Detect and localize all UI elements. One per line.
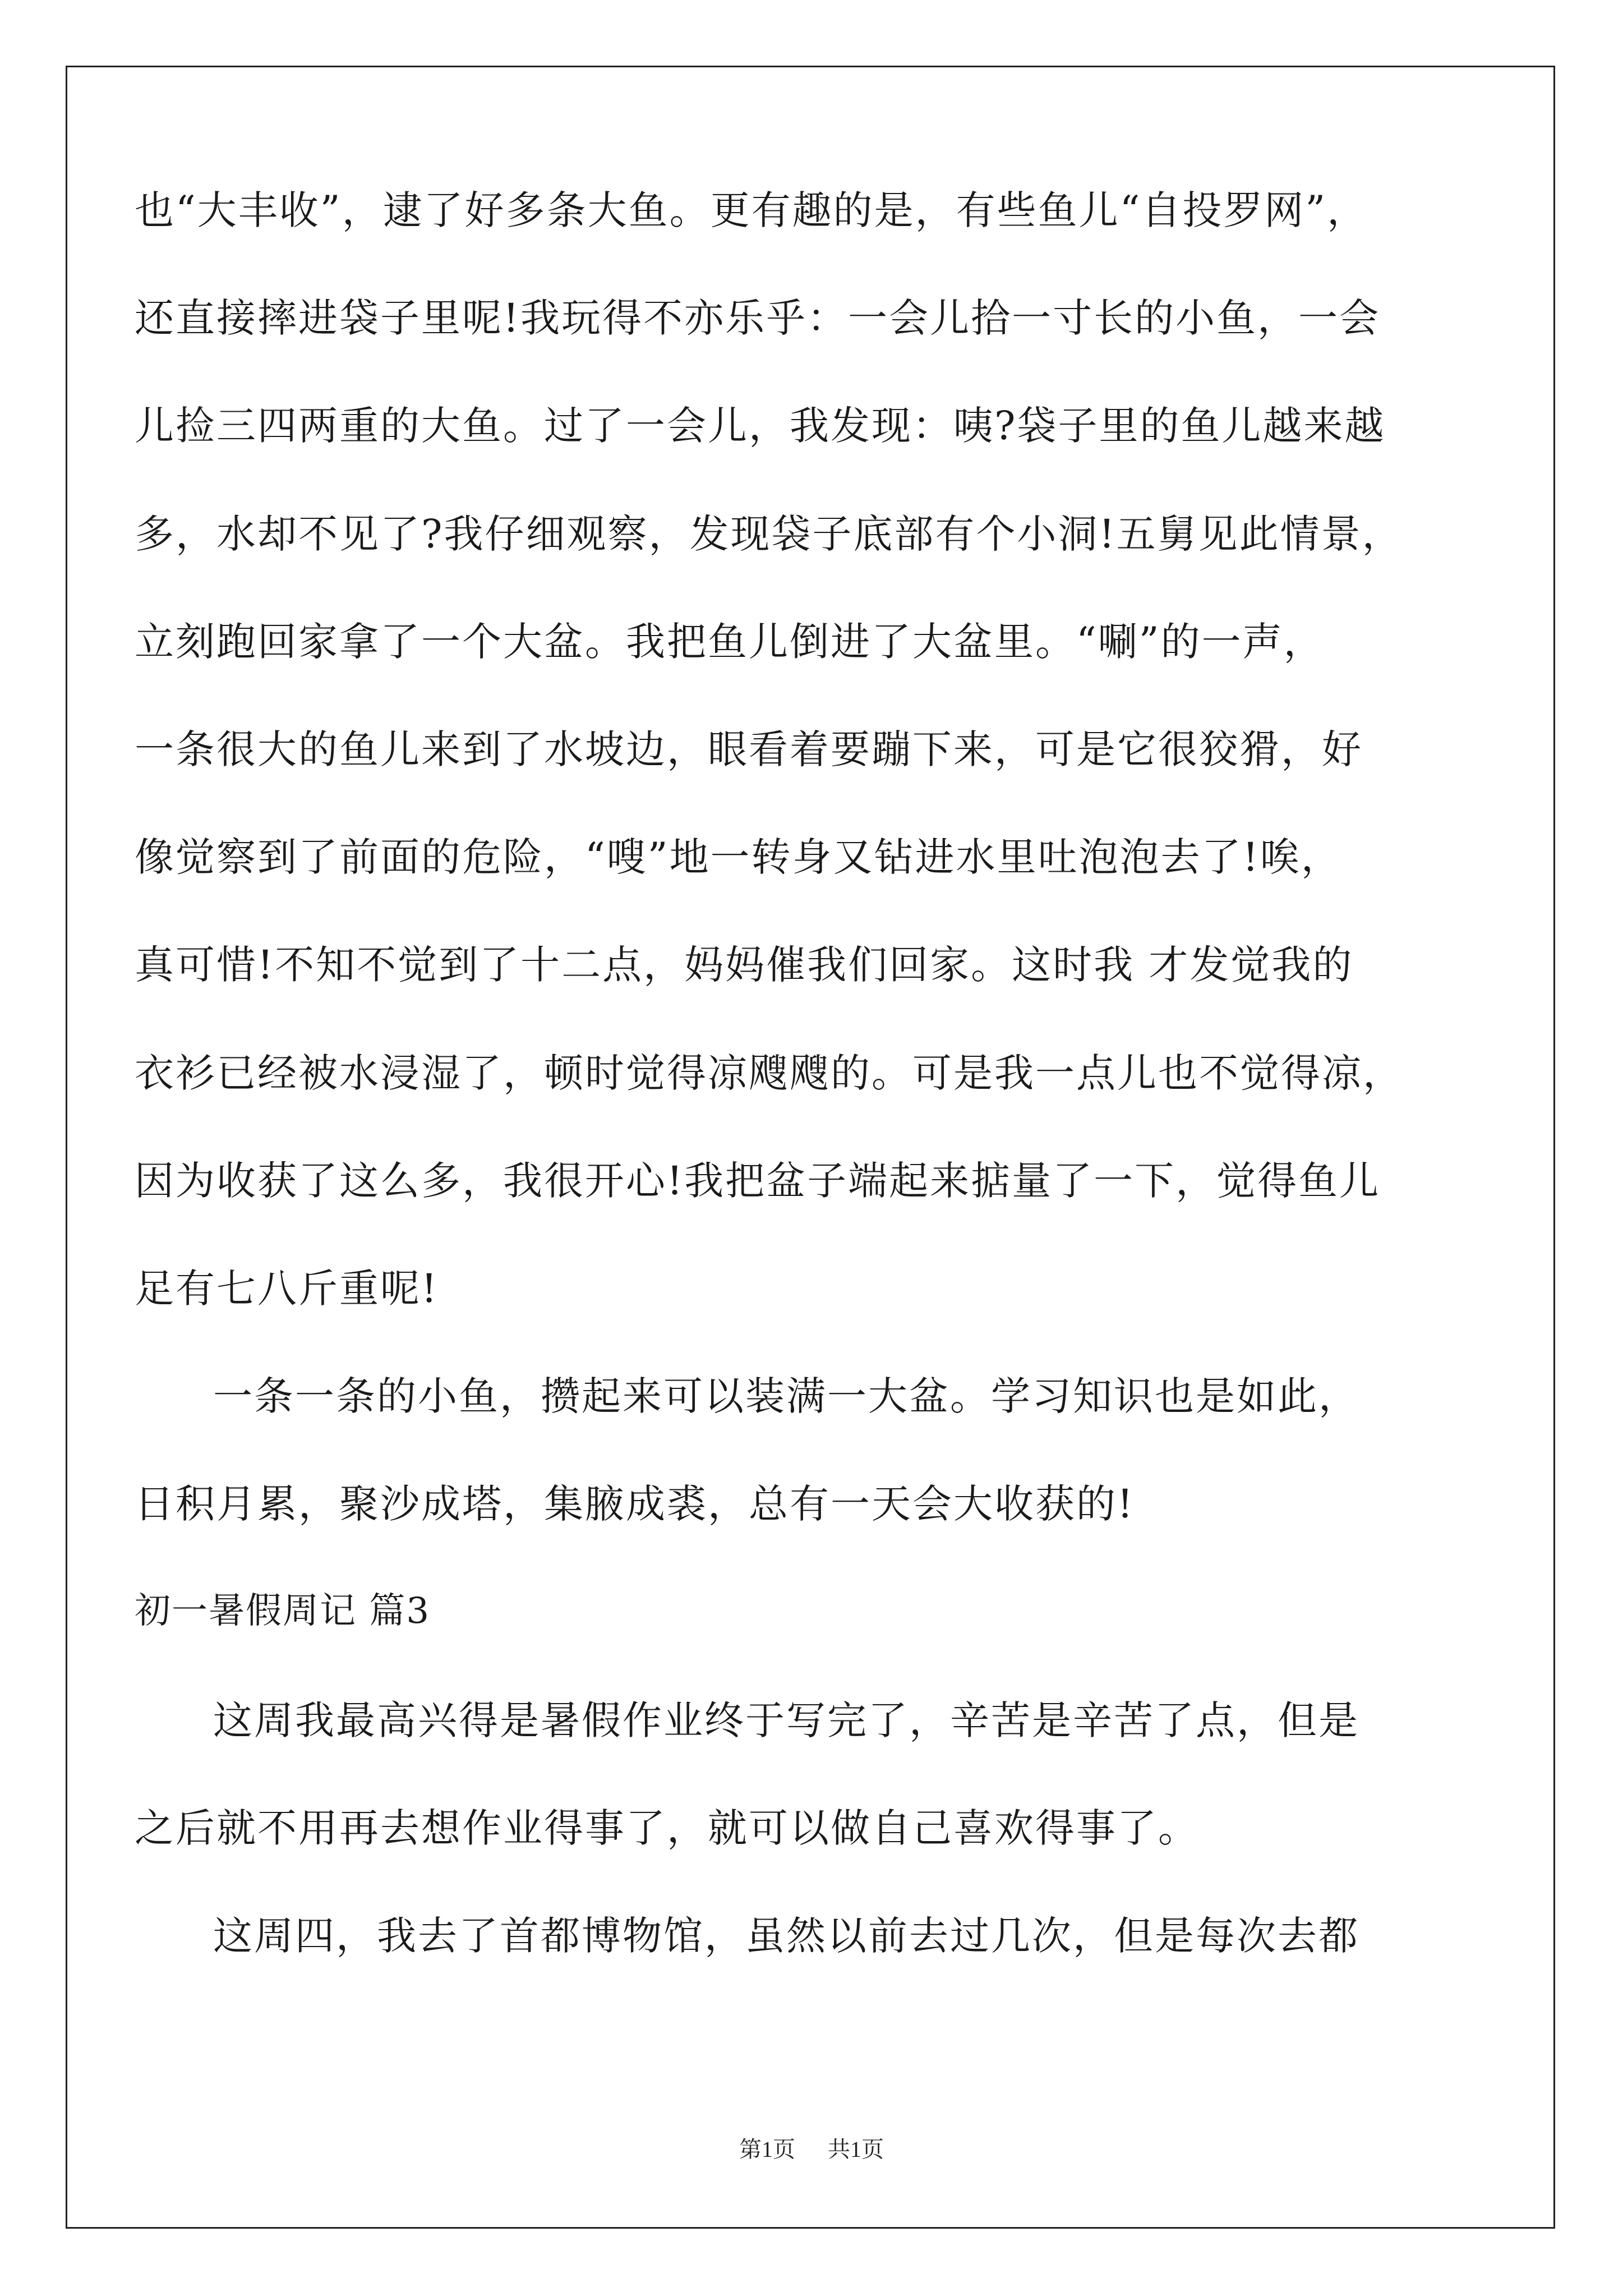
page-total: 共1页: [828, 2137, 884, 2162]
page-footer: [0, 2132, 1623, 2164]
paragraph-line: 衣衫已经被水浸湿了，顿时觉得凉飕飕的。可是我一点儿也不觉得凉，: [135, 1050, 1404, 1096]
page-number: 第1页: [739, 2137, 795, 2162]
paragraph-line: 这周我最高兴得是暑假作业终于写完了，辛苦是辛苦了点，但是: [213, 1697, 1359, 1743]
paragraph-line: 立刻跑回家拿了一个大盆。我把鱼儿倒进了大盆里。“唰”的一声，: [135, 619, 1325, 665]
paragraph-line: 真可惜!不知不觉到了十二点，妈妈催我们回家。这时我 才发觉我的: [135, 942, 1354, 988]
section-heading: 初一暑假周记 篇3: [135, 1590, 431, 1632]
paragraph-line: 儿捡三四两重的大鱼。过了一会儿，我发现：咦?袋子里的鱼儿越来越: [135, 403, 1386, 449]
paragraph-line: 之后就不用再去想作业得事了，就可以做自己喜欢得事了。: [135, 1805, 1199, 1851]
paragraph-line: 足有七八斤重呢!: [135, 1266, 439, 1312]
paragraph-line: 还直接摔进袋子里呢!我玩得不亦乐乎：一会儿拾一寸长的小鱼，一会: [135, 295, 1381, 341]
paragraph-line: 一条很大的鱼儿来到了水坡边，眼看着要蹦下来，可是它很狡猾，好: [135, 726, 1363, 772]
paragraph-line: 因为收获了这么多，我很开心!我把盆子端起来掂量了一下，觉得鱼儿: [135, 1158, 1381, 1204]
page-border: [66, 66, 1555, 2229]
paragraph-line: 像觉察到了前面的危险，“嗖”地一转身又钻进水里吐泡泡去了!唉，: [135, 834, 1342, 880]
paragraph-line: 日积月累，聚沙成塔，集腋成裘，总有一天会大收获的!: [135, 1481, 1135, 1527]
paragraph-line: 多，水却不见了?我仔细观察，发现袋子底部有个小洞!五舅见此情景，: [135, 511, 1403, 557]
paragraph-line: 这周四，我去了首都博物馆，虽然以前去过几次，但是每次去都: [213, 1913, 1359, 1959]
paragraph-line: 一条一条的小鱼，攒起来可以装满一大盆。学习知识也是如此，: [213, 1373, 1359, 1419]
paragraph-line: 也“大丰收”，逮了好多条大鱼。更有趣的是，有些鱼儿“自投罗网”，: [135, 187, 1368, 233]
